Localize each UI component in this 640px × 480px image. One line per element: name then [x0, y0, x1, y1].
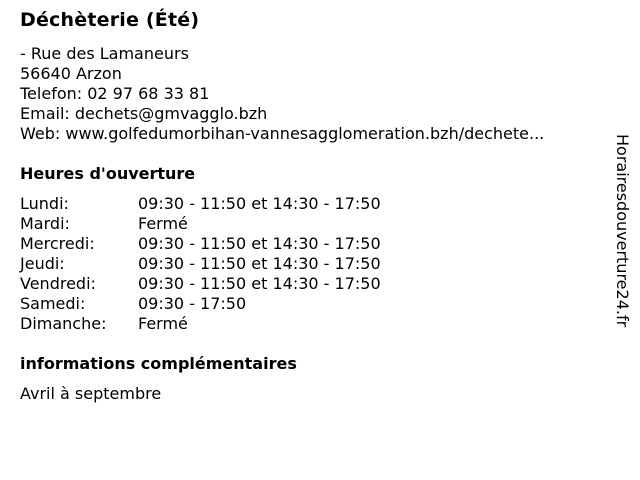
street-line: - Rue des Lamaneurs: [20, 44, 189, 63]
hours-row: [20, 214, 381, 234]
phone-line: Telefon: 02 97 68 33 81: [20, 84, 210, 103]
time-value: 09:30 - 11:50 et 14:30 - 17:50: [138, 254, 381, 273]
web-line: Web: www.golfedumorbihan-vannesagglomeration.bzh/dechete...: [20, 124, 545, 143]
page-title: Déchèterie (Été): [20, 9, 200, 31]
time-value: Fermé: [138, 214, 188, 233]
site-watermark: Horairesdouverture24.fr: [613, 134, 632, 328]
day-label: Dimanche:: [20, 314, 107, 333]
address-block: [20, 44, 544, 144]
day-label: Mardi:: [20, 214, 70, 233]
info-text: Avril à septembre: [20, 384, 162, 403]
time-value: 09:30 - 17:50: [138, 294, 247, 313]
time-value: 09:30 - 11:50 et 14:30 - 17:50: [138, 234, 381, 253]
time-value: 09:30 - 11:50 et 14:30 - 17:50: [138, 194, 381, 213]
hours-row: [20, 314, 381, 334]
hours-row: [20, 254, 381, 274]
day-label: Vendredi:: [20, 274, 96, 293]
info-heading: informations complémentaires: [20, 354, 297, 373]
hours-row: [20, 234, 381, 254]
day-label: Mercredi:: [20, 234, 95, 253]
email-line: Email: dechets@gmvagglo.bzh: [20, 104, 268, 123]
day-label: Lundi:: [20, 194, 69, 213]
time-value: Fermé: [138, 314, 188, 333]
time-value: 09:30 - 11:50 et 14:30 - 17:50: [138, 274, 381, 293]
hours-row: [20, 274, 381, 294]
day-label: Jeudi:: [20, 254, 65, 273]
hours-heading: Heures d'ouverture: [20, 164, 196, 183]
city-line: 56640 Arzon: [20, 64, 122, 83]
hours-row: [20, 194, 381, 214]
day-label: Samedi:: [20, 294, 86, 313]
hours-row: [20, 294, 381, 314]
opening-hours-table: [20, 194, 381, 334]
